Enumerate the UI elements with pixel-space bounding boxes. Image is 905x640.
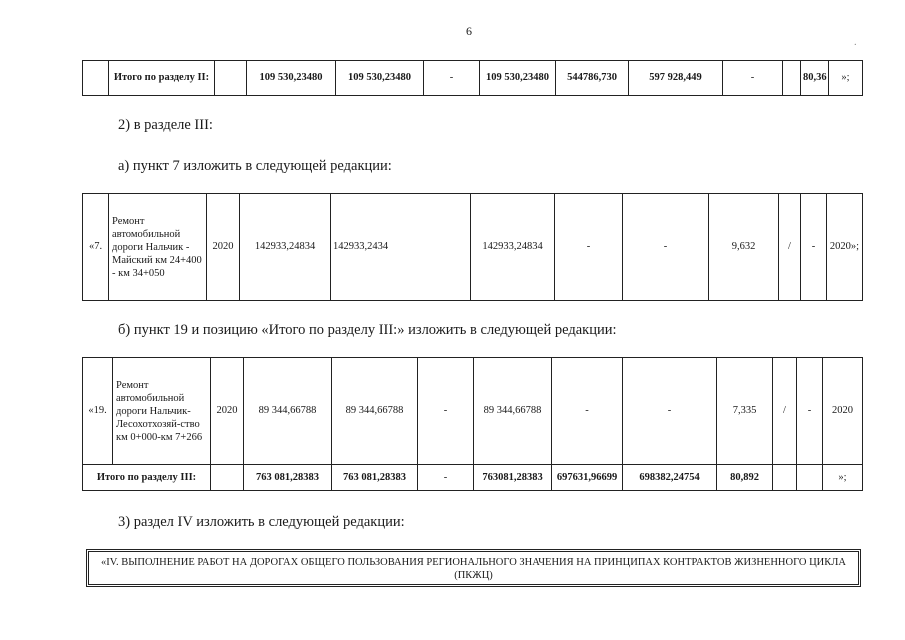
cell-year: 2020 <box>207 194 240 301</box>
cell-value: 544786,730 <box>556 61 629 96</box>
cell-year <box>211 465 244 491</box>
cell-name: Ремонт автомобильной дороги Нальчик-Лесохотхозяй-ство км 0+000-км 7+266 <box>113 358 211 465</box>
cell-value: 9,632 <box>709 194 779 301</box>
cell-value: - <box>623 194 709 301</box>
section-iv-heading-box <box>86 549 861 587</box>
cell-value <box>783 61 801 96</box>
cell-end: 2020»; <box>827 194 863 301</box>
cell-value: 142933,24834 <box>471 194 555 301</box>
cell-num: «19. <box>83 358 113 465</box>
cell-end: 2020 <box>823 358 863 465</box>
cell-value: - <box>424 61 480 96</box>
table-row <box>83 61 863 96</box>
cell-value <box>773 465 797 491</box>
cell-value: 763 081,28383 <box>332 465 418 491</box>
cell-year <box>215 61 247 96</box>
cell-value: 142933,2434 <box>331 194 471 301</box>
cell-num <box>83 61 109 96</box>
page-number: 6 <box>466 24 472 38</box>
cell-value: 763081,28383 <box>474 465 552 491</box>
cell-name: Итого по разделу II: <box>109 61 215 96</box>
cell-value: - <box>552 358 623 465</box>
table-row <box>83 194 863 301</box>
table-row <box>83 358 863 465</box>
cell-value: - <box>723 61 783 96</box>
scan-mark: · <box>853 40 857 51</box>
cell-value: 80,36 <box>801 61 829 96</box>
paragraph-section4: 3) раздел IV изложить в следующей редакции: <box>118 514 405 530</box>
cell-end: »; <box>823 465 863 491</box>
cell-value: 597 928,449 <box>629 61 723 96</box>
cell-end: »; <box>829 61 863 96</box>
cell-value: 142933,24834 <box>240 194 331 301</box>
cell-value: 698382,24754 <box>623 465 717 491</box>
cell-value: 7,335 <box>717 358 773 465</box>
cell-value: / <box>773 358 797 465</box>
paragraph-item7: а) пункт 7 изложить в следующей редакции: <box>118 158 392 174</box>
cell-value: 89 344,66788 <box>474 358 552 465</box>
cell-value: 109 530,23480 <box>247 61 336 96</box>
cell-value: 89 344,66788 <box>332 358 418 465</box>
table-item7 <box>82 193 863 301</box>
cell-year: 2020 <box>211 358 244 465</box>
cell-value: - <box>623 358 717 465</box>
cell-value: - <box>418 358 474 465</box>
table-section2-total <box>82 60 863 96</box>
cell-value <box>797 465 823 491</box>
cell-value: 89 344,66788 <box>244 358 332 465</box>
cell-value: - <box>418 465 474 491</box>
cell-num: «7. <box>83 194 109 301</box>
cell-value: - <box>797 358 823 465</box>
paragraph-section3: 2) в разделе III: <box>118 117 213 133</box>
table-item19 <box>82 357 863 491</box>
section-iv-title: «IV. ВЫПОЛНЕНИЕ РАБОТ НА ДОРОГАХ ОБЩЕГО ПОЛЬЗОВАНИЯ РЕГИОНАЛЬНОГО ЗНАЧЕНИЯ НА ПРИНЦИПАХ КОНТРАКТОВ ЖИЗНЕННОГО ЦИКЛА (ПКЖЦ) <box>101 557 846 581</box>
cell-value: - <box>801 194 827 301</box>
cell-total-label: Итого по разделу III: <box>83 465 211 491</box>
table-total-row <box>83 465 863 491</box>
cell-value: 109 530,23480 <box>480 61 556 96</box>
cell-value: 109 530,23480 <box>336 61 424 96</box>
cell-value: 80,892 <box>717 465 773 491</box>
cell-value: 763 081,28383 <box>244 465 332 491</box>
cell-value: 697631,96699 <box>552 465 623 491</box>
cell-value: - <box>555 194 623 301</box>
paragraph-item19: б) пункт 19 и позицию «Итого по разделу III:» изложить в следующей редакции: <box>118 322 617 338</box>
cell-value: / <box>779 194 801 301</box>
cell-name: Ремонт автомобильной дороги Нальчик - Майский км 24+400 - км 34+050 <box>109 194 207 301</box>
